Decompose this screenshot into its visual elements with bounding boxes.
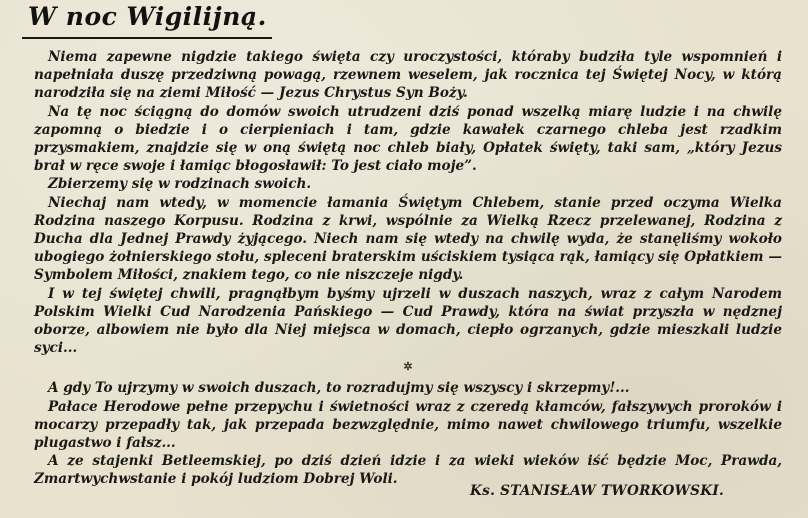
article-body <box>34 48 782 489</box>
title-underline <box>22 37 272 39</box>
paragraph-bethlehem: A ze stajenki Betleemskiej, po dziś dzień idzie i za wieki wieków iść będzie Moc, Prawda, Zmartwychwstanie i pokój ludziom Dobrej Woli. <box>34 453 782 488</box>
author-signature: Ks. STANISŁAW TWORKOWSKI. <box>470 483 725 499</box>
paragraph-herod: Pałace Herodowe pełne przepychu i świetności wraz z czeredą kłamców, fałszywych proroków i mocarzy przepadły tak, jak przepada bezwzględnie, mimo nawet chwilowego triumfu, wszelkie plugastwo i fałsz... <box>34 398 782 452</box>
paragraph-rejoice: A gdy To ujrzymy w swoich duszach, to rozradujmy się wszyscy i skrzepmy!... <box>48 380 630 397</box>
section-separator-star: ✲ <box>403 360 413 374</box>
paragraph-great-family: Niechaj nam wtedy, w momencie łamania Świętym Chlebem, stanie przed oczyma Wielka Rodzina naszego Korpusu. Rodzina z krwi, wspólnie za Wielką Rzecz przelewanej, Rodzina z Ducha dla Jednej Prawdy żyjącego. Niech nam się wtedy na chwilę wyda, że stanęliśmy wokoło ubogiego żołnierskiego stołu, spleceni braterskim uściskiem tysiąca rąk, łamiący się Opłatkiem — Symbolem Miłości, znakiem tego, co nie niszczeje nigdy. <box>34 194 782 284</box>
paragraph-intro: Niema zapewne nigdzie takiego święta czy uroczystości, któraby budziła tyle wspomnień i napełniała duszę przedziwną powagą, rzewnem weselem, jak rocznica tej Świętej Nocy, w którą narodziła się na ziemi Miłość — Jezus Chrystus Syn Boży. <box>34 49 782 102</box>
paragraph-miracle: I w tej świętej chwili, pragnąłbym byśmy ujrzeli w duszach naszych, wraz z całym Narodem Polskim Wielki Cud Narodzenia Pańskiego — Cud Prawdy, która na świat przyszła w nędznej oborze, albowiem nie było dla Niej miejsca w domach, ciepło ogrzanych, gdzie mieszkali ludzie syci... <box>34 285 782 357</box>
article-title: W noc Wigilijną. <box>28 2 267 31</box>
paragraph-families: Zbierzemy się w rodzinach swoich. <box>48 176 312 193</box>
paragraph-holy-night: Na tę noc ściągną do domów swoich utrudzeni dziś ponad wszelką miarę ludzie i na chwilę zapomną o biedzie i o cierpieniach i tam, gdzie kawałek czarnego chleba jest rzadkim przysmakiem, znajdzie się w oną świętą noc chleb biały, Opłatek święty, taki sam, „który Jezus brał w ręce swoje i łamiąc błogosławił: To jest ciało moje”. <box>34 103 782 175</box>
